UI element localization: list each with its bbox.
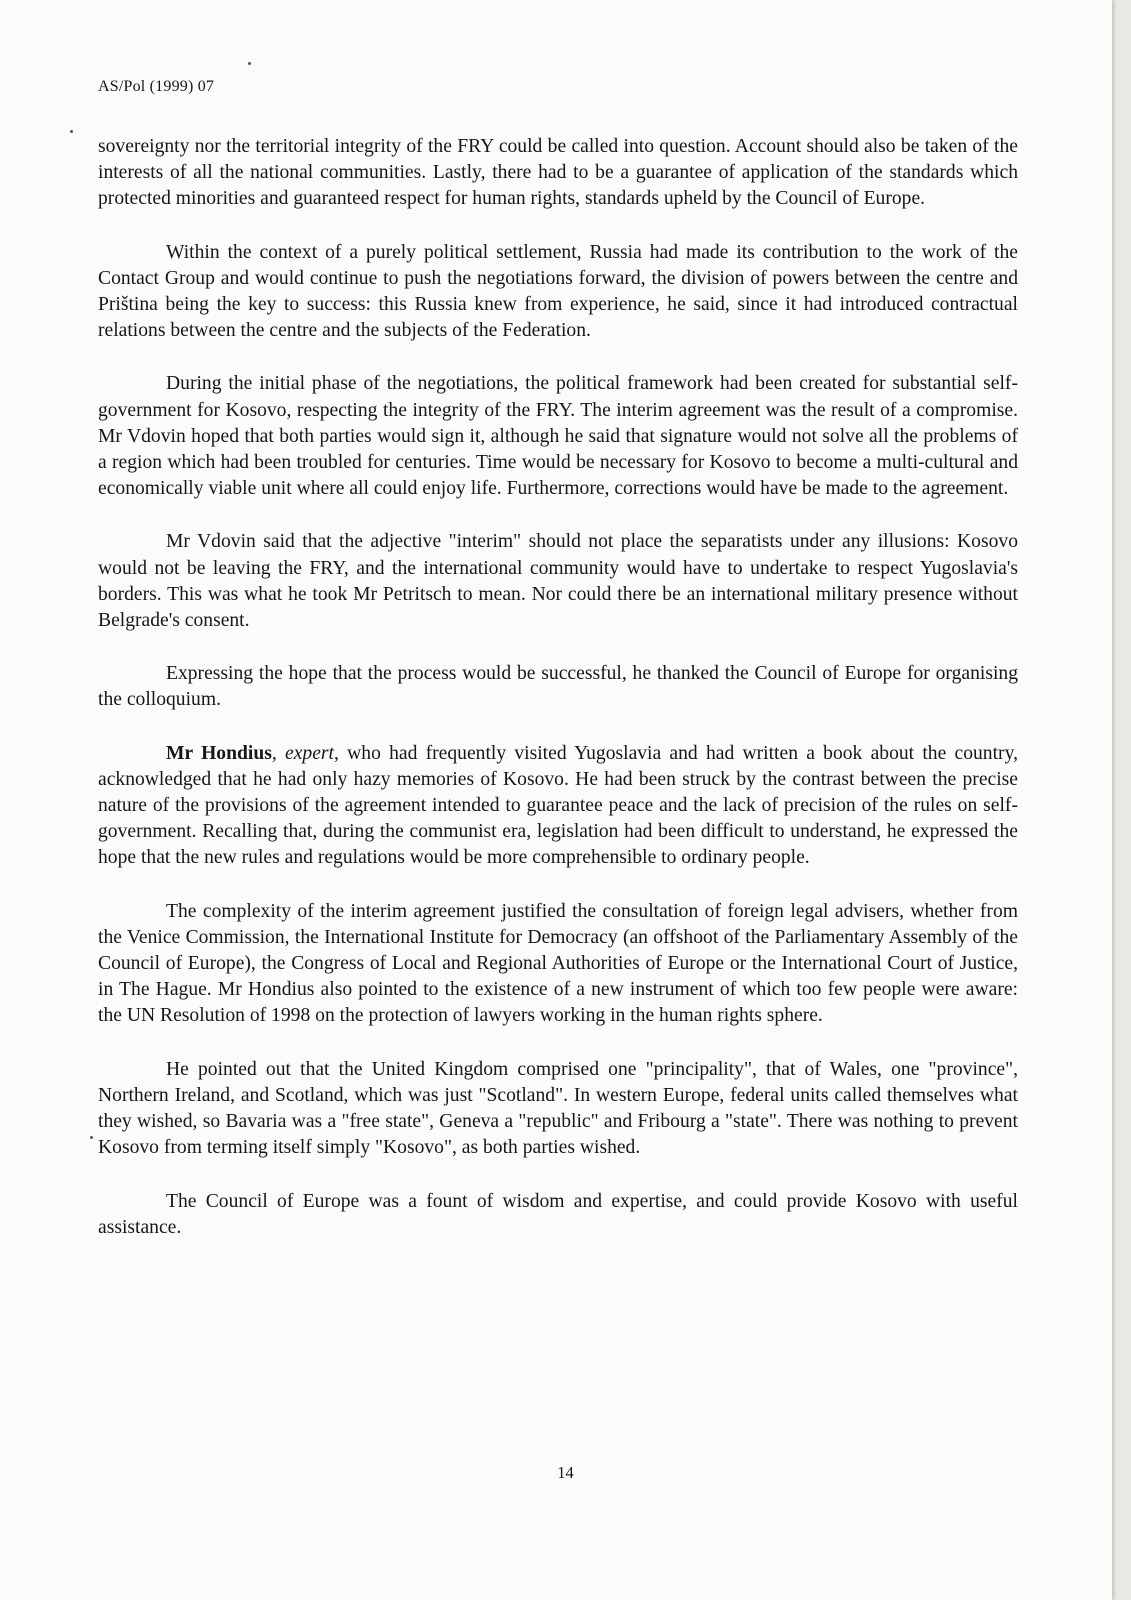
- speaker-role: expert: [285, 742, 334, 764]
- document-reference: AS/Pol (1999) 07: [98, 78, 215, 95]
- paragraph-2: Within the context of a purely political settlement, Russia had made its contribution to the work of the Contact Group and would continue to push the negotiations forward, the division of powers between the centre and Priština being the key to success: this Russia knew from experience, he said, since it had introduced contractual relations between the centre and the subjects of the Federation.: [98, 241, 1018, 342]
- scan-speck: [248, 62, 251, 65]
- speaker-name: Mr Hondius: [166, 742, 272, 764]
- scan-speck: [70, 130, 73, 133]
- paragraph-5: Expressing the hope that the process would be successful, he thanked the Council of Europe for organising the colloquium.: [98, 663, 1018, 711]
- page-number: 14: [557, 1463, 574, 1482]
- paragraph-7: The complexity of the interim agreement justified the consultation of foreign legal advisers, whether from the Venice Commission, the International Institute for Democracy (an offshoot of the Parliamentary Assembly of the Council of Europe), the Congress of Local and Regional Authorities of Europe or the International Court of Justice, in The Hague. Mr Hondius also pointed to the existence of a new instrument of which too few people were aware: the UN Resolution of 1998 on the protection of lawyers working in the human rights sphere.: [98, 900, 1018, 1027]
- speaker-separator: ,: [271, 742, 286, 764]
- scan-speck: [90, 1136, 93, 1139]
- paragraph-1: sovereignty nor the territorial integrity of the FRY could be called into question. Account should also be taken of the interests of all the national communities. Lastly, there had to be a guarantee of application of the standards which protected minorities and guaranteed respect for human rights, standards upheld by the Council of Europe.: [98, 136, 1018, 210]
- paragraph-6-text: , who had frequently visited Yugoslavia and had written a book about the country, acknowledged that he had only hazy memories of Kosovo. He had been struck by the contrast between the precise nature of the provisions of the agreement intended to guarantee peace and the lack of precision of the rules on self-government. Recalling that, during the communist era, legislation had been difficult to understand, he expressed the hope that the new rules and regulations would be more comprehensible to ordinary people.: [98, 742, 1018, 869]
- paragraph-4: Mr Vdovin said that the adjective "interim" should not place the separatists under any illusions: Kosovo would not be leaving the FRY, and the international community would have to undertake to respect Yugoslavia's borders. This was what he took Mr Petritsch to mean. Nor could there be an international military presence without Belgrade's consent.: [98, 531, 1018, 632]
- document-body: [98, 134, 1018, 1241]
- paragraph-6: [98, 741, 1018, 872]
- paragraph-8: He pointed out that the United Kingdom comprised one "principality", that of Wales, one "province", Northern Ireland, and Scotland, which was just "Scotland". In western Europe, federal units called themselves what they wished, so Bavaria was a "free state", Geneva a "republic" and Fribourg a "state". There was nothing to prevent Kosovo from terming itself simply "Kosovo", as both parties wished.: [98, 1058, 1018, 1159]
- paragraph-3: During the initial phase of the negotiations, the political framework had been created for substantial self-government for Kosovo, respecting the integrity of the FRY. The interim agreement was the result of a compromise. Mr Vdovin hoped that both parties would sign it, although he said that signature would not solve all the problems of a region which had been troubled for centuries. Time would be necessary for Kosovo to become a multi-cultural and economically viable unit where all could enjoy life. Furthermore, corrections would have be made to the agreement.: [98, 373, 1018, 500]
- paragraph-9: The Council of Europe was a fount of wisdom and expertise, and could provide Kosovo with useful assistance.: [98, 1190, 1018, 1238]
